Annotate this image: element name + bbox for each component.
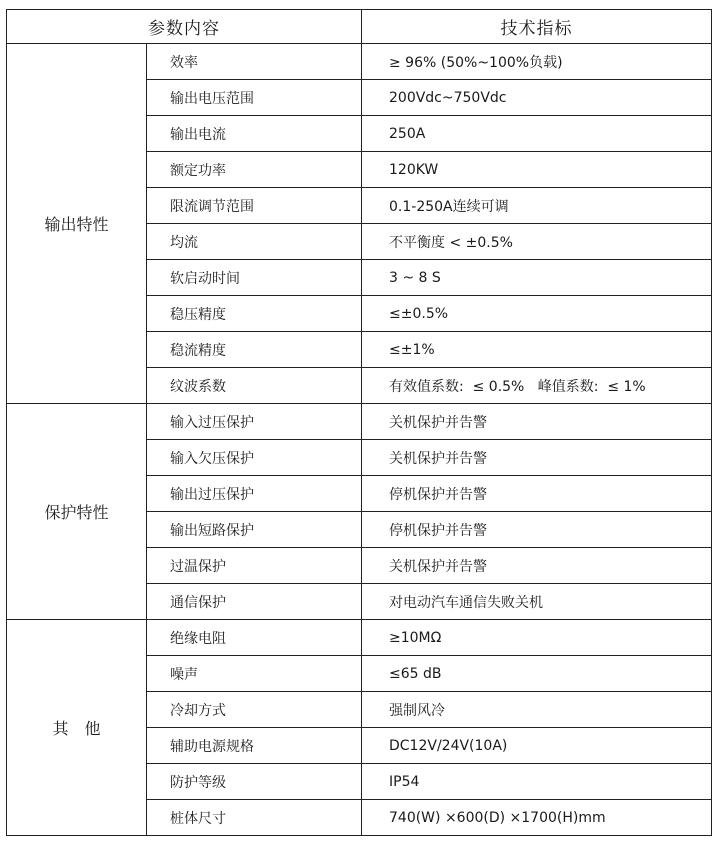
param-value: 0.1-250A连续可调 (362, 188, 712, 224)
param-name: 稳压精度 (147, 296, 362, 332)
param-value: 停机保护并告警 (362, 512, 712, 548)
param-value: DC12V/24V(10A) (362, 728, 712, 764)
param-value: ≤±1% (362, 332, 712, 368)
param-name: 软启动时间 (147, 260, 362, 296)
param-value: ≤65 dB (362, 656, 712, 692)
table-body (7, 44, 712, 836)
param-name: 辅助电源规格 (147, 728, 362, 764)
param-name: 通信保护 (147, 584, 362, 620)
param-name: 限流调节范围 (147, 188, 362, 224)
param-value: 强制风冷 (362, 692, 712, 728)
param-value: 不平衡度 < ±0.5% (362, 224, 712, 260)
param-value: 120KW (362, 152, 712, 188)
param-value: 740(W) ×600(D) ×1700(H)mm (362, 800, 712, 836)
table-row (7, 44, 712, 80)
table-row (7, 620, 712, 656)
param-name: 稳流精度 (147, 332, 362, 368)
param-value: 关机保护并告警 (362, 440, 712, 476)
table-row (7, 404, 712, 440)
header-technical-spec: 技术指标 (362, 10, 712, 44)
header-row (7, 10, 712, 44)
param-name: 过温保护 (147, 548, 362, 584)
param-value: ≤±0.5% (362, 296, 712, 332)
param-value: IP54 (362, 764, 712, 800)
param-name: 输出电压范围 (147, 80, 362, 116)
param-name: 输入欠压保护 (147, 440, 362, 476)
param-name: 输入过压保护 (147, 404, 362, 440)
param-name: 额定功率 (147, 152, 362, 188)
spec-table (6, 9, 712, 836)
param-name: 效率 (147, 44, 362, 80)
param-value: 关机保护并告警 (362, 404, 712, 440)
param-name: 冷却方式 (147, 692, 362, 728)
group-label-protection: 保护特性 (7, 404, 147, 620)
param-name: 噪声 (147, 656, 362, 692)
param-value: 有效值系数: ≤ 0.5% 峰值系数: ≤ 1% (362, 368, 712, 404)
param-value: 3 ~ 8 S (362, 260, 712, 296)
param-value: ≥10MΩ (362, 620, 712, 656)
table-header (7, 10, 712, 44)
param-name: 均流 (147, 224, 362, 260)
group-label-other: 其 他 (7, 620, 147, 836)
param-name: 防护等级 (147, 764, 362, 800)
param-value: 停机保护并告警 (362, 476, 712, 512)
param-name: 纹波系数 (147, 368, 362, 404)
param-name: 绝缘电阻 (147, 620, 362, 656)
param-value: 对电动汽车通信失败关机 (362, 584, 712, 620)
param-name: 输出短路保护 (147, 512, 362, 548)
param-name: 输出电流 (147, 116, 362, 152)
param-value: 关机保护并告警 (362, 548, 712, 584)
header-param-content: 参数内容 (7, 10, 362, 44)
param-value: ≥ 96% (50%~100%负载) (362, 44, 712, 80)
param-name: 输出过压保护 (147, 476, 362, 512)
group-label-output: 输出特性 (7, 44, 147, 404)
param-value: 200Vdc~750Vdc (362, 80, 712, 116)
param-name: 桩体尺寸 (147, 800, 362, 836)
param-value: 250A (362, 116, 712, 152)
